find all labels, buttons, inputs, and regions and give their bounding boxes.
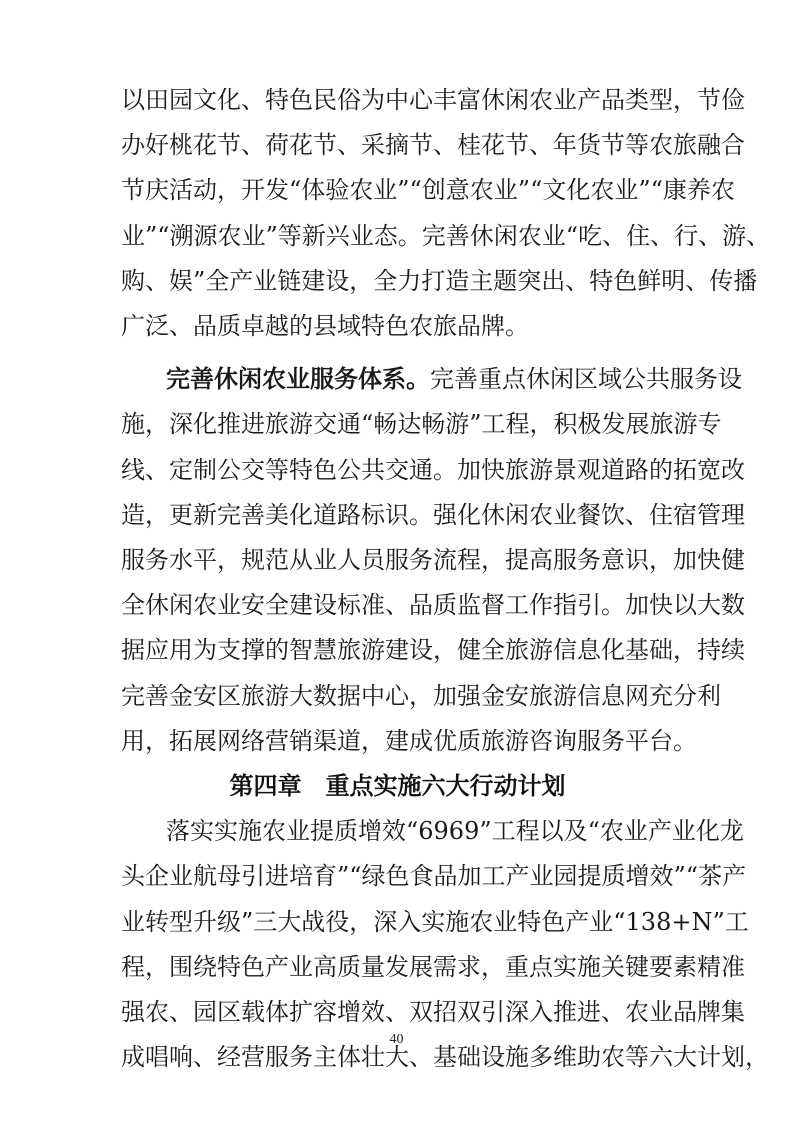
paragraph-line: 全休闲农业安全建设标准、品质监督工作指引。加快以大数 [121, 591, 745, 620]
paragraph-line: 用，拓展网络营销渠道，建成优质旅游咨询服务平台。 [121, 726, 697, 755]
paragraph-line: 业转型升级”三大战役，深入实施农业特色产业“138+N”工 [121, 907, 749, 936]
paragraph-line: 购、娱”全产业链建设，全力打造主题突出、特色鲜明、传播 [121, 266, 758, 295]
paragraph-first-line [166, 359, 742, 399]
paragraph-line: 完善金安区旅游大数据中心，加强金安旅游信息网充分利 [121, 681, 721, 710]
paragraph-line: 以田园文化、特色民俗为中心丰富休闲农业产品类型，节俭 [121, 86, 745, 114]
paragraph-line: 广泛、品质卓越的县域特色农旅品牌。 [121, 312, 529, 340]
paragraph-line: 施，深化推进旅游交通“畅达畅游”工程，积极发展旅游专 [121, 410, 722, 439]
paragraph-line: 造，更新完善美化道路标识。强化休闲农业餐饮、住宿管理 [121, 500, 745, 529]
page-number: 40 [389, 1032, 404, 1047]
paragraph-line: 据应用为支撑的智慧旅游建设，健全旅游信息化基础，持续 [121, 636, 745, 665]
paragraph-bold-title: 完善休闲农业服务体系。 [166, 365, 430, 394]
paragraph-line: 节庆活动，开发“体验农业”“创意农业”“文化农业”“康养农 [121, 176, 735, 205]
paragraph-line: 业”“溯源农业”等新兴业态。完善休闲农业“吃、住、行、游、 [121, 221, 771, 250]
paragraph-line: 头企业航母引进培育”“绿色食品加工产业园提质增效”“茶产 [121, 862, 747, 891]
chapter-number: 第四章 [229, 772, 302, 800]
paragraph-line: 落实实施农业提质增效“6969”工程以及“农业产业化龙 [166, 817, 744, 846]
paragraph-line: 强农、园区载体扩容增效、双招双引深入推进、农业品牌集 [121, 998, 745, 1026]
paragraph-line: 成唱响、经营服务主体壮大、基础设施多维助农等六大计划， [121, 1043, 769, 1072]
paragraph-line: 办好桃花节、荷花节、采摘节、桂花节、年货节等农旅融合 [121, 131, 745, 160]
paragraph-text: 完善重点休闲区域公共服务设 [430, 365, 742, 394]
paragraph-line: 线、定制公交等特色公共交通。加快旅游景观道路的拓宽改 [121, 455, 745, 484]
chapter-title: 重点实施六大行动计划 [325, 772, 566, 800]
paragraph-line: 程，围绕特色产业高质量发展需求，重点实施关键要素精准 [121, 952, 745, 981]
chapter-heading [121, 766, 674, 806]
paragraph-line: 服务水平，规范从业人员服务流程，提高服务意识，加快健 [121, 546, 745, 574]
